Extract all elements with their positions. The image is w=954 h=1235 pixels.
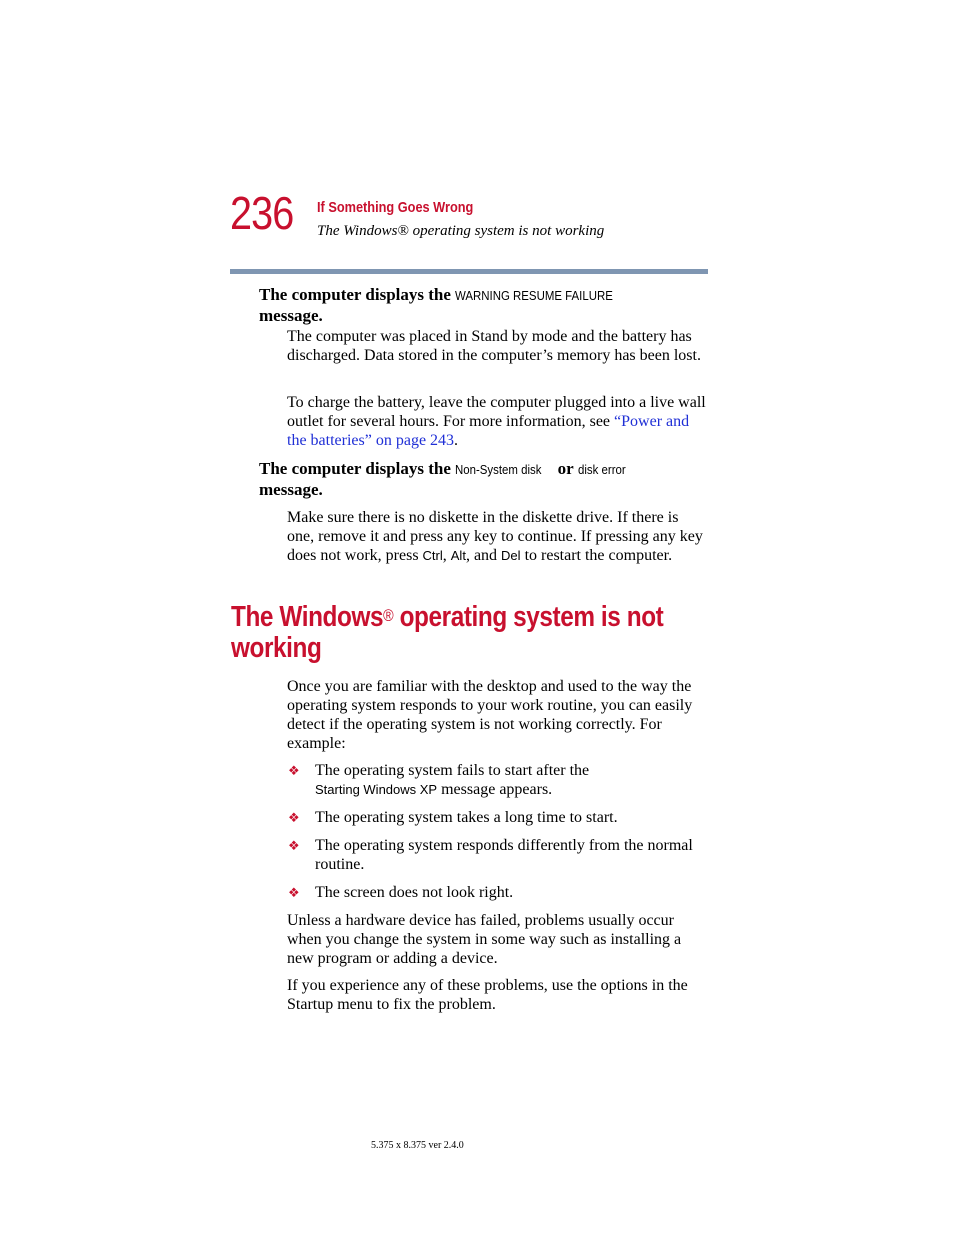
key-ctrl: Ctrl — [422, 548, 443, 563]
sep: , and — [465, 547, 502, 564]
header-rule — [230, 269, 708, 274]
bullet-item-1 — [315, 761, 710, 799]
power-batteries-link[interactable]: “Power and the batteries” on page 243 — [287, 413, 690, 449]
para-a: Make sure there is no diskette in the diskette drive. If there is one, remove it and press any key to continue. If pressing any key does not work, press — [287, 509, 703, 564]
non-system-heading — [259, 459, 709, 500]
key-alt: Alt — [450, 548, 466, 563]
bullet1-end: message appears. — [437, 781, 553, 798]
starting-windows-code: Starting Windows XP — [315, 782, 438, 797]
heading-prefix: The computer displays the — [259, 459, 456, 478]
sep: , — [442, 547, 451, 564]
para2-text: To charge the battery, leave the computer plugged into a live wall outlet for several hours. For more information, see — [287, 394, 706, 430]
intro-paragraph: Once you are familiar with the desktop and used to the way the operating system responds to your work routine, you can easily detect if the operating system is not working correctly. For example: — [287, 678, 693, 752]
non-system-para — [287, 508, 709, 565]
bullet-icon: ❖ — [288, 838, 300, 853]
chapter-title: If Something Goes Wrong — [317, 199, 474, 216]
disk-error-code: disk error — [577, 462, 626, 477]
if-paragraph: If you experience any of these problems, use the options in the Startup menu to fix the problem. — [287, 977, 688, 1013]
warning-resume-heading — [259, 285, 709, 326]
bullet-icon: ❖ — [288, 885, 300, 900]
bullet-item-2: The operating system takes a long time to start. — [315, 809, 618, 826]
heading-suffix: message. — [259, 480, 323, 499]
para2-end: . — [454, 432, 459, 449]
key-del: Del — [501, 548, 521, 563]
page-number: 236 — [230, 187, 294, 239]
heading-suffix: message. — [259, 306, 323, 325]
bullet-icon: ❖ — [288, 763, 300, 778]
footer-version: 5.375 x 8.375 ver 2.4.0 — [371, 1140, 464, 1151]
unless-paragraph: Unless a hardware device has failed, problems usually occur when you change the system in some way such as installing a new program or adding a device. — [287, 912, 682, 967]
bullet-item-3: The operating system responds differently from the normal routine. — [315, 837, 693, 873]
heading-part2: operating system is not working — [231, 601, 664, 664]
warning-resume-para1: The computer was placed in Stand by mode and the battery has discharged. Data stored in the computer’s memory has been lost. — [287, 328, 701, 364]
bullet1-text: The operating system fails to start after the — [315, 762, 590, 779]
heading-prefix: The computer displays the — [259, 285, 456, 304]
bullet-icon: ❖ — [288, 810, 300, 825]
heading-or: or — [553, 459, 578, 478]
registered-mark: ® — [383, 606, 394, 625]
non-system-code: Non-System disk — [455, 462, 542, 477]
warning-resume-code: WARNING RESUME FAILURE — [455, 288, 614, 303]
section-heading — [231, 602, 701, 664]
heading-part1: The Windows — [231, 601, 384, 633]
bullet-item-4: The screen does not look right. — [315, 884, 514, 901]
para-b: to restart the computer. — [520, 547, 673, 564]
warning-resume-para2 — [287, 393, 709, 450]
section-running-head: The Windows® operating system is not working — [317, 223, 605, 239]
